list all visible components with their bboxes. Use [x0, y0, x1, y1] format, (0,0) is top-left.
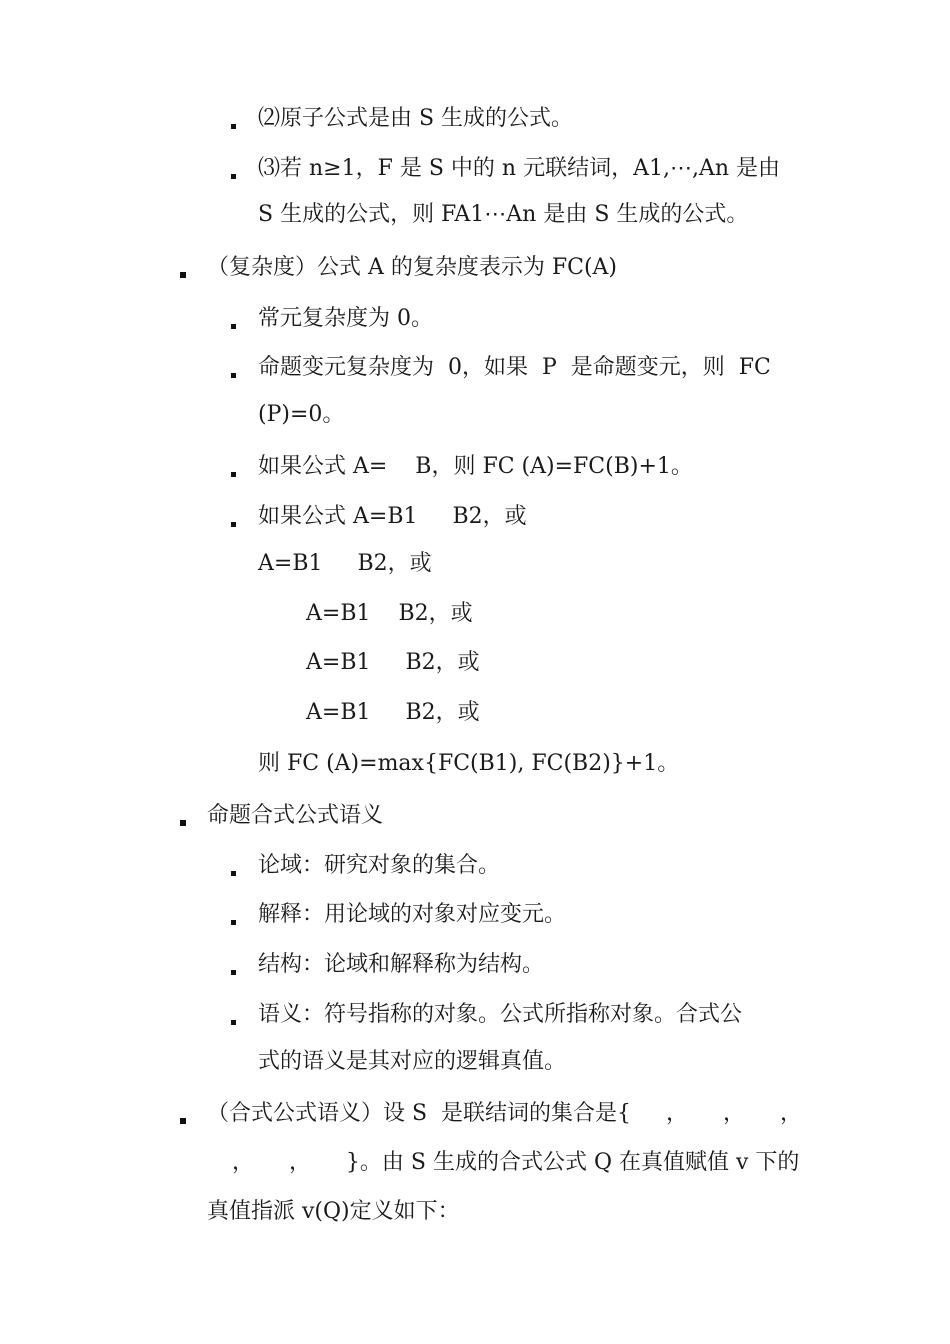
bullet-sub	[231, 871, 236, 876]
bullet-sub	[231, 472, 236, 477]
text-line: （复杂度）公式 A 的复杂度表示为 FC(A)	[207, 255, 618, 280]
text-line: 式的语义是其对应的逻辑真值。	[258, 1049, 567, 1074]
text-line: ⑵原子公式是由 S 生成的公式。	[258, 106, 574, 131]
bullet-sub	[231, 522, 236, 527]
text-line: 如果公式 A= B，则 FC (A)=FC(B)+1。	[258, 454, 693, 479]
bullet-sub	[231, 124, 236, 129]
text-line: （合式公式语义）设 S 是联结词的集合是{ ， ， ，	[207, 1101, 802, 1126]
text-line: A=B1 B2，或	[306, 700, 480, 725]
text-line: A=B1 B2，或	[306, 601, 473, 626]
bullet-sub	[231, 1020, 236, 1025]
bullet-main	[180, 272, 186, 278]
text-line: 命题变元复杂度为 0，如果 P 是命题变元，则 FC	[258, 355, 771, 380]
text-line: 结构：论域和解释称为结构。	[258, 952, 545, 977]
bullet-sub	[231, 373, 236, 378]
text-line: 命题合式公式语义	[207, 803, 384, 828]
text-line: 解释：用论域的对象对应变元。	[258, 902, 567, 927]
text-line: A=B1 B2，或	[258, 551, 432, 576]
text-line: S 生成的公式，则 FA1⋯An 是由 S 生成的公式。	[258, 202, 749, 227]
text-line: (P)=0。	[258, 402, 345, 427]
text-line: 真值指派 v(Q)定义如下：	[207, 1199, 460, 1224]
bullet-sub	[231, 174, 236, 179]
bullet-sub	[231, 920, 236, 925]
text-line: A=B1 B2，或	[306, 650, 480, 675]
text-line: 论域：研究对象的集合。	[258, 853, 501, 878]
bullet-main	[180, 820, 186, 826]
bullet-sub	[231, 324, 236, 329]
bullet-main	[180, 1118, 186, 1124]
text-line: 则 FC (A)=max{FC(B1), FC(B2)}+1。	[258, 751, 680, 776]
text-line: ⑶若 n≥1，F 是 S 中的 n 元联结词，A1,⋯,An 是由	[258, 156, 780, 181]
text-line: 常元复杂度为 0。	[258, 306, 433, 331]
bullet-sub	[231, 970, 236, 975]
text-line: 如果公式 A=B1 B2，或	[258, 504, 527, 529]
text-line: 语义：符号指称的对象。公式所指称对象。合式公	[258, 1002, 743, 1027]
text-line: ， ， }。由 S 生成的合式公式 Q 在真值赋值 v 下的	[232, 1150, 800, 1175]
